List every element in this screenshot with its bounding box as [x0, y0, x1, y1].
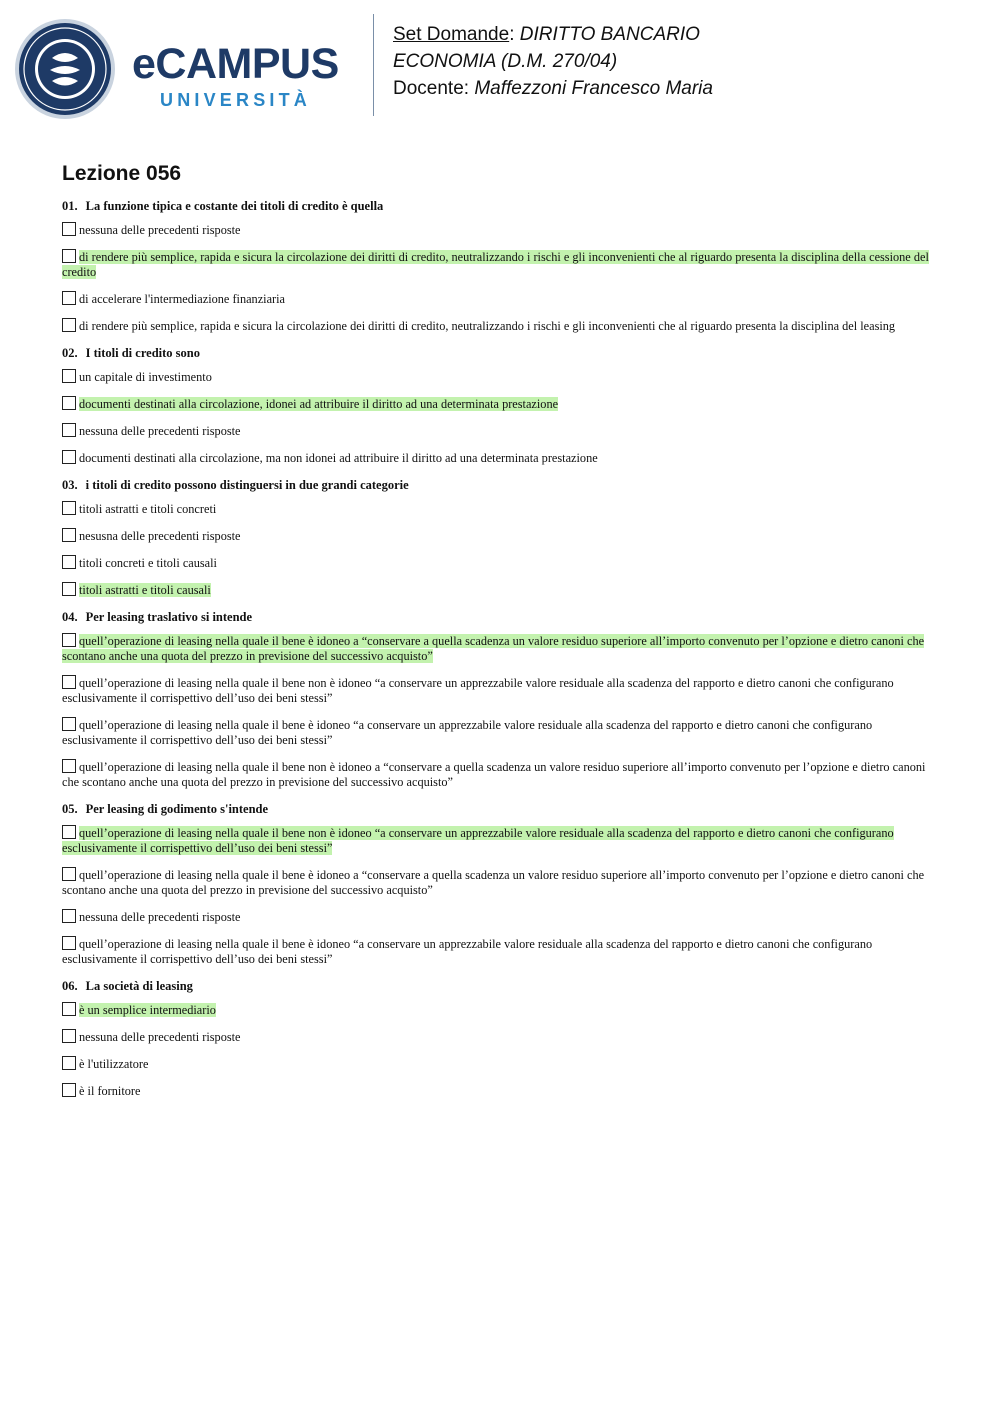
question-text [62, 198, 932, 214]
answer-option [62, 717, 932, 748]
set-separator: : [509, 24, 520, 45]
answer-option [62, 555, 932, 571]
set-line-2 [393, 50, 617, 74]
set-line [393, 23, 700, 47]
answer-option [62, 222, 932, 238]
docente-label: Docente: [393, 78, 475, 99]
question-block [62, 198, 932, 334]
answer-checkbox[interactable] [62, 909, 76, 923]
answer-text: nessuna delle precedenti risposte [79, 1030, 241, 1044]
lesson-title: Lezione 056 [62, 162, 182, 185]
answer-text: nessuna delle precedenti risposte [79, 223, 241, 237]
answer-option [62, 936, 932, 967]
answer-checkbox[interactable] [62, 528, 76, 542]
question-block [62, 609, 932, 790]
answer-checkbox[interactable] [62, 867, 76, 881]
question-block [62, 978, 932, 1099]
answer-option [62, 423, 932, 439]
answer-text-correct: di rendere più semplice, rapida e sicura la circolazione dei diritti di credito, neutralizzando i rischi e gli inconvenienti che al riguardo presenta la disciplina della cessione del credito [62, 250, 929, 279]
question-number: 04. [62, 610, 78, 624]
question-label: La società di leasing [85, 979, 193, 993]
ecampus-wordmark [132, 38, 362, 118]
answer-text-correct: documenti destinati alla circolazione, idonei ad attribuire il diritto ad una determinata prestazione [79, 397, 559, 411]
answer-checkbox[interactable] [62, 759, 76, 773]
question-label: Per leasing di godimento s'intende [85, 802, 269, 816]
answer-checkbox[interactable] [62, 555, 76, 569]
answer-checkbox[interactable] [62, 582, 76, 596]
answer-text-correct: quell’operazione di leasing nella quale il bene è idoneo a “conservare a quella scadenza un valore residuo superiore all’importo convenuto per l’opzione e dietro canoni che scontano anche una quota del prezzo in previsione del successivo acquisto” [62, 634, 925, 663]
questions-list [62, 198, 932, 1099]
answer-text: di rendere più semplice, rapida e sicura la circolazione dei diritti di credito, neutralizzando i rischi e gli inconvenienti che al riguardo presenta la disciplina del leasing [79, 319, 896, 333]
answer-text: nesusna delle precedenti risposte [79, 529, 241, 543]
question-text [62, 609, 932, 625]
answer-text: nessuna delle precedenti risposte [79, 424, 241, 438]
answer-text: quell’operazione di leasing nella quale il bene non è idoneo a “conservare a quella scadenza un valore residuo superiore all’importo convenuto per l’opzione e dietro canoni che scontano anche una quota del prezzo in previsione del successivo acquisto” [62, 760, 926, 789]
set-value-2: ECONOMIA (D.M. 270/04) [393, 51, 618, 72]
answer-checkbox[interactable] [62, 396, 76, 410]
answer-checkbox[interactable] [62, 291, 76, 305]
answer-option [62, 633, 932, 664]
answer-checkbox[interactable] [62, 423, 76, 437]
logo-sub: UNIVERSITÀ [160, 90, 312, 110]
answer-option [62, 291, 932, 307]
logo-word: eCAMPUS [132, 40, 339, 88]
answer-checkbox[interactable] [62, 1056, 76, 1070]
ecampus-seal-logo [14, 18, 116, 120]
answer-text: nessuna delle precedenti risposte [79, 910, 241, 924]
answer-option [62, 396, 932, 412]
question-text [62, 801, 932, 817]
answer-checkbox[interactable] [62, 717, 76, 731]
answer-option [62, 450, 932, 466]
question-label: La funzione tipica e costante dei titoli di credito è quella [85, 199, 384, 213]
set-value-1: DIRITTO BANCARIO [519, 24, 700, 45]
answer-option [62, 318, 932, 334]
answer-option [62, 249, 932, 280]
answer-checkbox[interactable] [62, 1029, 76, 1043]
docente-value: Maffezzoni Francesco Maria [474, 78, 713, 99]
answer-checkbox[interactable] [62, 222, 76, 236]
answer-checkbox[interactable] [62, 501, 76, 515]
answer-option [62, 675, 932, 706]
answer-option [62, 1083, 932, 1099]
page-header [0, 0, 1000, 130]
docente-line [393, 77, 713, 101]
answer-option [62, 582, 932, 598]
answer-text: quell’operazione di leasing nella quale il bene è idoneo “a conservare un apprezzabile valore residuale alla scadenza del rapporto e dietro canoni che configurano esclusivamente il corrispettivo dell’uso dei beni stessi” [62, 937, 873, 966]
answer-checkbox[interactable] [62, 675, 76, 689]
question-label: i titoli di credito possono distinguersi in due grandi categorie [85, 478, 409, 492]
question-number: 03. [62, 478, 78, 492]
question-text [62, 978, 932, 994]
question-label: Per leasing traslativo si intende [85, 610, 253, 624]
answer-text: quell’operazione di leasing nella quale il bene è idoneo “a conservare un apprezzabile valore residuale alla scadenza del rapporto e dietro canoni che configurano esclusivamente il corrispettivo dell’uso dei beni stessi” [62, 718, 873, 747]
answer-text: è l'utilizzatore [79, 1057, 149, 1071]
answer-text: di accelerare l'intermediazione finanziaria [79, 292, 286, 306]
question-block [62, 801, 932, 967]
answer-text: titoli concreti e titoli causali [79, 556, 217, 570]
answer-option [62, 1002, 932, 1018]
answer-text: titoli astratti e titoli concreti [79, 502, 217, 516]
question-number: 05. [62, 802, 78, 816]
answer-checkbox[interactable] [62, 249, 76, 263]
question-text [62, 345, 932, 361]
answer-option [62, 759, 932, 790]
main-content [62, 160, 932, 1110]
question-number: 01. [62, 199, 78, 213]
answer-checkbox[interactable] [62, 825, 76, 839]
answer-option [62, 501, 932, 517]
answer-checkbox[interactable] [62, 369, 76, 383]
answer-text-correct: quell’operazione di leasing nella quale il bene non è idoneo “a conservare un apprezzabile valore residuale alla scadenza del rapporto e dietro canoni che configurano esclusivamente il corrispettivo dell’uso dei beni stessi” [62, 826, 894, 855]
question-label: I titoli di credito sono [85, 346, 200, 360]
answer-text: un capitale di investimento [79, 370, 212, 384]
answer-option [62, 909, 932, 925]
answer-checkbox[interactable] [62, 450, 76, 464]
answer-text: quell’operazione di leasing nella quale il bene è idoneo a “conservare a quella scadenza un valore residuo superiore all’importo convenuto per l’opzione e dietro canoni che scontano anche una quota del prezzo in previsione del successivo acquisto” [62, 868, 925, 897]
answer-option [62, 867, 932, 898]
question-block [62, 477, 932, 598]
answer-text: è il fornitore [79, 1084, 141, 1098]
question-text [62, 477, 932, 493]
answer-text-correct: titoli astratti e titoli causali [79, 583, 211, 597]
answer-checkbox[interactable] [62, 318, 76, 332]
question-number: 06. [62, 979, 78, 993]
answer-option [62, 825, 932, 856]
answer-option [62, 369, 932, 385]
set-label: Set Domande [393, 24, 510, 45]
question-number: 02. [62, 346, 78, 360]
answer-option [62, 1029, 932, 1045]
answer-option [62, 528, 932, 544]
answer-text-correct: è un semplice intermediario [79, 1003, 216, 1017]
answer-text: quell’operazione di leasing nella quale il bene non è idoneo “a conservare un apprezzabile valore residuale alla scadenza del rapporto e dietro canoni che configurano esclusivamente il corrispettivo dell’uso dei beni stessi” [62, 676, 894, 705]
answer-checkbox[interactable] [62, 1083, 76, 1097]
answer-option [62, 1056, 932, 1072]
answer-text: documenti destinati alla circolazione, ma non idonei ad attribuire il diritto ad una determinata prestazione [79, 451, 598, 465]
answer-checkbox[interactable] [62, 1002, 76, 1016]
header-divider [373, 14, 374, 116]
answer-checkbox[interactable] [62, 936, 76, 950]
question-block [62, 345, 932, 466]
answer-checkbox[interactable] [62, 633, 76, 647]
